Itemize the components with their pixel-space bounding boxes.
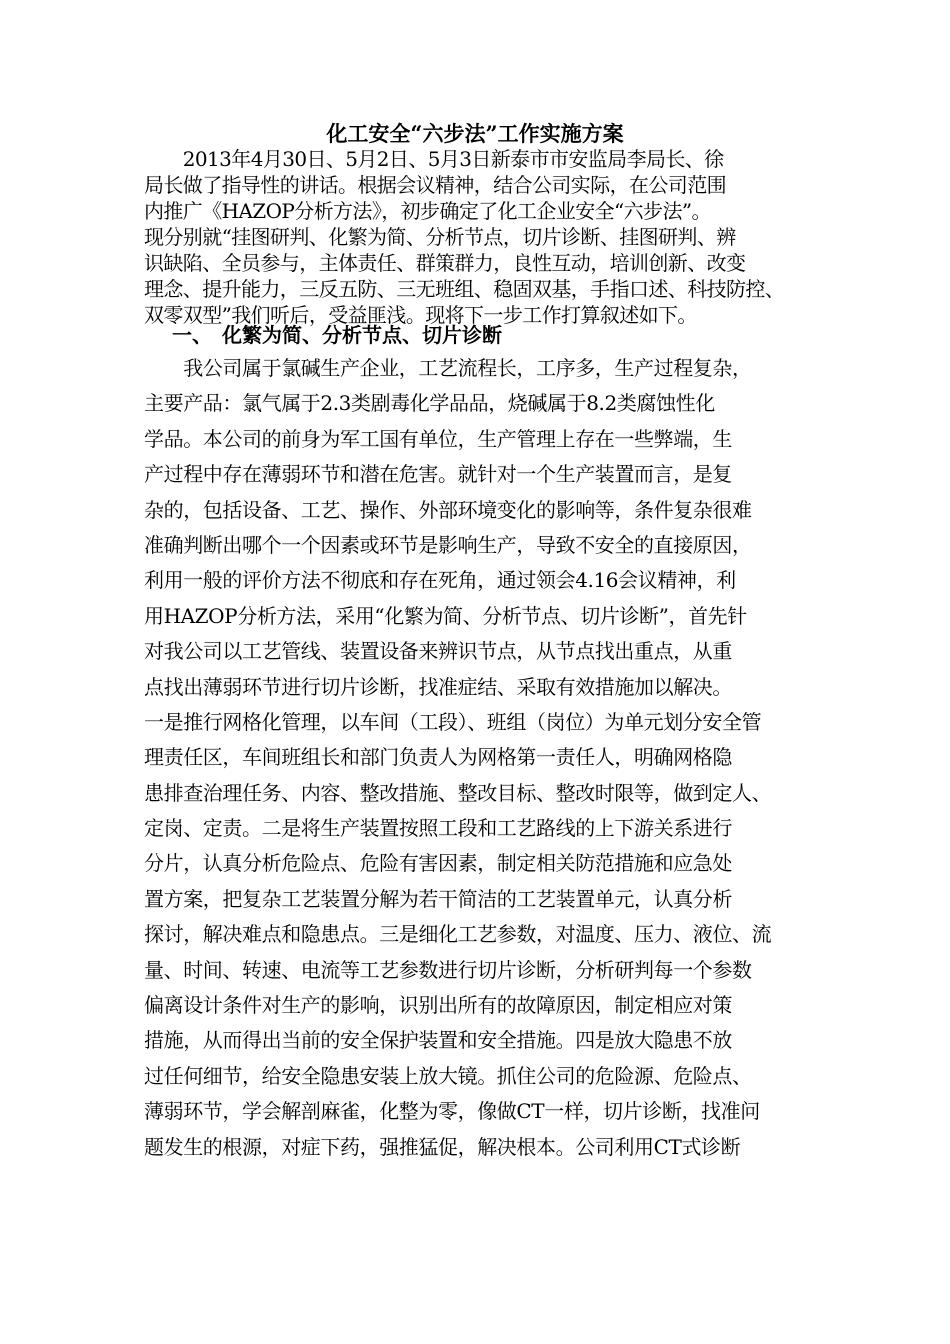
body-line: 杂的，包括设备、工艺、操作、外部环境变化的影响等，条件复杂很难 bbox=[144, 497, 752, 522]
document-title: 化工安全“六步法”工作实施方案 bbox=[326, 121, 624, 146]
body-line: 患排查治理任务、内容、整改措施、整改目标、整改时限等，做到定人、 bbox=[144, 780, 772, 805]
body-line: 措施，从而得出当前的安全保护装置和安全措施。四是放大隐患不放 bbox=[144, 1028, 732, 1053]
body-line: 学品。本公司的前身为军工国有单位，生产管理上存在一些弊端，生 bbox=[144, 426, 732, 451]
body-line: 分片，认真分析危险点、危险有害因素，制定相关防范措施和应急处 bbox=[144, 851, 732, 876]
intro-line: 理念、提升能力，三反五防、三无班组、稳固双基，手指口述、科技防控、 bbox=[144, 277, 785, 301]
body-line: 准确判断出哪个一个因素或环节是影响生产，导致不安全的直接原因， bbox=[144, 532, 752, 557]
body-line: 点找出薄弱环节进行切片诊断，找准症结、采取有效措施加以解决。 bbox=[144, 674, 732, 699]
intro-line: 2013年4月30日、5月2日、5月3日新泰市市安监局李局长、徐 bbox=[144, 147, 724, 171]
intro-line: 现分别就“挂图研判、化繁为简、分析节点，切片诊断、挂图研判、辨 bbox=[144, 225, 736, 249]
body-line: 定岗、定责。二是将生产装置按照工段和工艺路线的上下游关系进行 bbox=[144, 816, 732, 841]
body-line: 我公司属于氯碱生产企业，工艺流程长，工序多，生产过程复杂， bbox=[144, 356, 752, 380]
body-line: 理责任区，车间班组长和部门负责人为网格第一责任人，明确网格隐 bbox=[144, 745, 732, 770]
body-line: 用HAZOP分析方法，采用“化繁为简、分析节点、切片诊断”，首先针 bbox=[144, 603, 747, 628]
intro-line: 内推广《HAZOP分析方法》，初步确定了化工企业安全“六步法”。 bbox=[144, 199, 711, 223]
intro-line: 识缺陷、全员参与，主体责任、群策群力，良性互动，培训创新、改变 bbox=[144, 251, 746, 275]
body-line: 薄弱环节，学会解剖麻雀，化整为零，像做CT一样，切片诊断，找准问 bbox=[144, 1099, 760, 1124]
body-line: 产过程中存在薄弱环节和潜在危害。就针对一个生产装置而言，是复 bbox=[144, 462, 732, 487]
body-line: 一是推行网格化管理，以车间（工段）、班组（岗位）为单元划分安全管 bbox=[144, 709, 762, 734]
body-line: 利用一般的评价方法不彻底和存在死角，通过领会4.16会议精神，利 bbox=[144, 568, 736, 593]
intro-line: 双零双型”我们听后，受益匪浅。现将下一步工作打算叙述如下。 bbox=[144, 303, 697, 327]
intro-paragraph bbox=[144, 146, 824, 328]
body-line: 题发生的根源，对症下药，强推猛促，解决根本。公司利用CT式诊断 bbox=[144, 1134, 741, 1159]
intro-line: 局长做了指导性的讲话。根据会议精神，结合公司实际，在公司范围 bbox=[144, 173, 726, 197]
body-line: 主要产品：氯气属于2.3类剧毒化学品品，烧碱属于8.2类腐蚀性化 bbox=[144, 391, 715, 416]
body-line: 对我公司以工艺管线、装置设备来辨识节点，从节点找出重点，从重 bbox=[144, 639, 732, 664]
body-line: 置方案，把复杂工艺装置分解为若干简洁的工艺装置单元，认真分析 bbox=[144, 886, 732, 911]
body-line: 过任何细节，给安全隐患安装上放大镜。抓住公司的危险源、危险点、 bbox=[144, 1063, 752, 1088]
section-heading: 一、 化繁为简、分析节点、切片诊断 bbox=[172, 323, 502, 347]
body-paragraph bbox=[144, 351, 824, 1165]
body-line: 偏离设计条件对生产的影响，识别出所有的故障原因，制定相应对策 bbox=[144, 993, 732, 1018]
body-line: 探讨，解决难点和隐患点。三是细化工艺参数，对温度、压力、液位、流 bbox=[144, 922, 772, 947]
body-line: 量、时间、转速、电流等工艺参数进行切片诊断，分析研判每一个参数 bbox=[144, 957, 752, 982]
